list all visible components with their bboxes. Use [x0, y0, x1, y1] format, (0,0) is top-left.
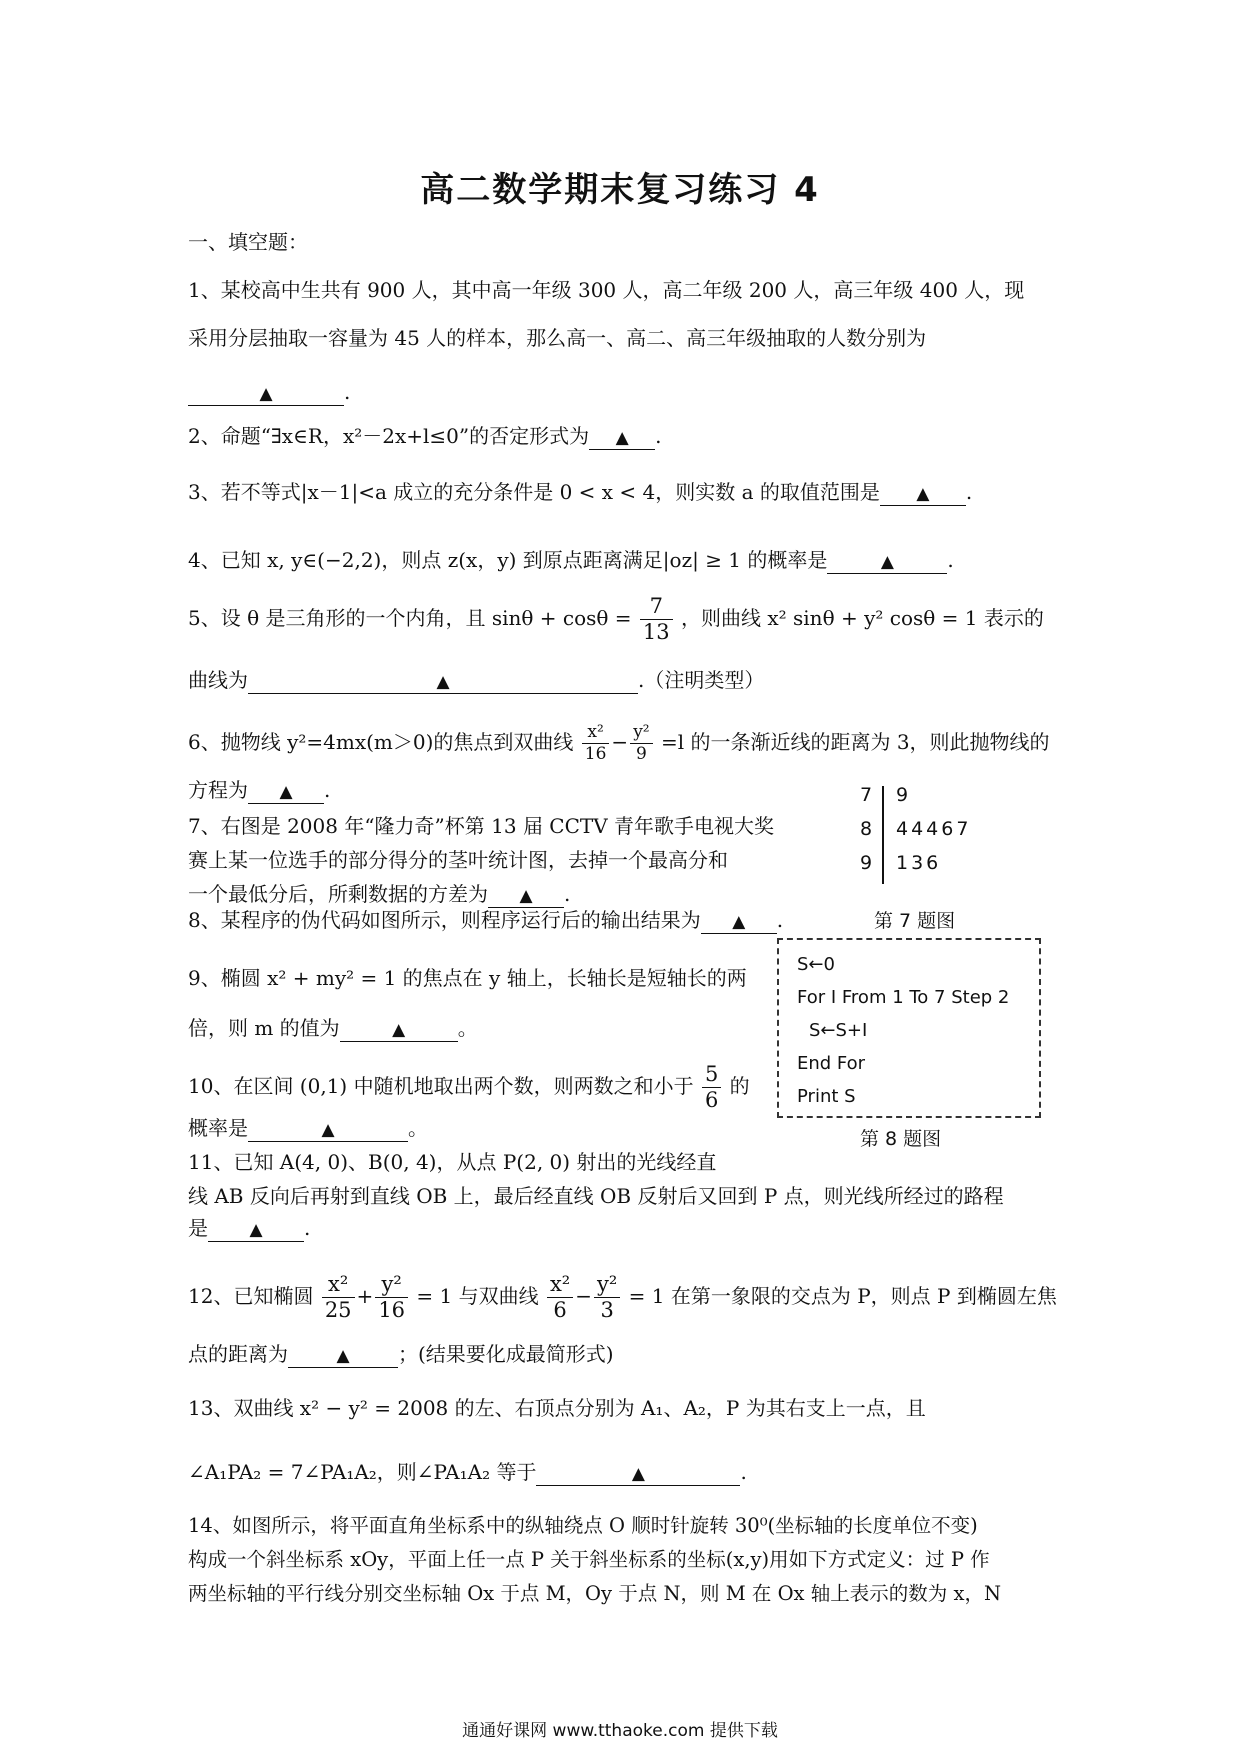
- q11-line3-pre: 是: [188, 1216, 208, 1240]
- q8-text: 8、某程序的伪代码如图所示，则程序运行后的输出结果为: [188, 908, 701, 932]
- fraction-denominator: 9: [635, 744, 647, 764]
- q12-fraction-2: [375, 1274, 408, 1321]
- stem-leaf-plot: [856, 782, 1006, 888]
- stem-divider: [882, 786, 884, 884]
- q13-line2-pre: ∠A₁PA₂ = 7∠PA₁A₂，则∠PA₁A₂ 等于: [188, 1460, 537, 1484]
- q6-minus: −: [611, 730, 629, 754]
- page-title: 高二数学期末复习练习 4: [420, 170, 820, 210]
- question-14-line-2: 构成一个斜坐标系 xOy，平面上任一点 P 关于斜坐标系的坐标(x,y)用如下方式定义：过 P 作: [188, 1548, 990, 1571]
- leaf-values: 44467: [896, 818, 972, 840]
- blank-marker: ▲: [392, 1020, 406, 1040]
- q10-fraction: [702, 1064, 721, 1111]
- q6-fraction-2: [630, 724, 652, 763]
- fraction-numerator: 5: [702, 1064, 721, 1088]
- q9-end: 。: [457, 1016, 478, 1040]
- q12-fraction-1: [322, 1274, 355, 1321]
- q9-line2-pre: 倍，则 m 的值为: [188, 1016, 340, 1040]
- pseudocode-box: [777, 938, 1041, 1118]
- question-10-line-1: [188, 1064, 750, 1111]
- question-6-line-1: [188, 724, 1050, 763]
- fraction-denominator: 16: [378, 1298, 406, 1322]
- answer-blank-2: [589, 425, 655, 450]
- answer-blank-11: [208, 1217, 304, 1242]
- q1-end: .: [344, 380, 351, 404]
- question-12-line-2: [188, 1340, 614, 1368]
- blank-marker: ▲: [880, 552, 894, 572]
- q6-text-post: =l 的一条渐近线的距离为 3，则此抛物线的: [660, 730, 1050, 754]
- blank-marker: ▲: [336, 1346, 350, 1366]
- q4-text: 4、已知 x, y∈(−2,2)，则点 z(x，y) 到原点距离满足|oz| ≥ 1 的概率是: [188, 548, 828, 572]
- blank-marker: ▲: [279, 782, 293, 802]
- q2-text: 2、命题“∃x∈R，x²－2x+l≤0”的否定形式为: [188, 424, 590, 448]
- question-9-line-1: 9、椭圆 x² + my² = 1 的焦点在 y 轴上，长轴长是短轴长的两: [188, 966, 747, 990]
- q12-minus: −: [575, 1284, 592, 1308]
- answer-blank-10: [248, 1117, 408, 1142]
- answer-blank-5: [248, 669, 638, 694]
- answer-blank-1: [188, 381, 344, 406]
- q11-end: .: [304, 1216, 311, 1240]
- q12-mid: = 1 与双曲线: [416, 1284, 539, 1308]
- blank-marker: ▲: [519, 886, 533, 906]
- question-4: [188, 546, 954, 574]
- question-14-line-1: 14、如图所示，将平面直角坐标系中的纵轴绕点 O 顺时针旋转 30⁰(坐标轴的长度单位不变): [188, 1514, 978, 1537]
- q7-line3-pre: 一个最低分后，所剩数据的方差为: [188, 882, 488, 906]
- fraction-numerator: y²: [630, 724, 652, 744]
- fraction-denominator: 3: [600, 1298, 614, 1322]
- q12-text-post: = 1 在第一象限的交点为 P，则点 P 到椭圆左焦: [628, 1284, 1057, 1308]
- leaf-values: 136: [896, 852, 942, 874]
- question-1-answer: [188, 378, 350, 406]
- question-5-line-2: [188, 666, 764, 694]
- q5-line2-post: .（注明类型）: [638, 668, 765, 692]
- question-1-line-2: 采用分层抽取一容量为 45 人的样本，那么高一、高二、高三年级抽取的人数分别为: [188, 326, 927, 350]
- fraction-numerator: y²: [375, 1274, 408, 1298]
- question-7-line-1: 7、右图是 2008 年“隆力奇”杯第 13 届 CCTV 青年歌手电视大奖: [188, 814, 775, 838]
- code-line: S←0: [797, 954, 835, 975]
- answer-blank-4: [827, 549, 947, 574]
- q10-text: 10、在区间 (0,1) 中随机地取出两个数，则两数之和小于: [188, 1074, 694, 1098]
- blank-marker: ▲: [249, 1220, 263, 1240]
- blank-marker: ▲: [732, 912, 746, 932]
- q10-end: 。: [408, 1116, 428, 1140]
- fraction-denominator: 16: [584, 744, 607, 764]
- answer-blank-7: [488, 883, 564, 908]
- blank-marker: ▲: [631, 1464, 645, 1484]
- question-7-line-2: 赛上某一位选手的部分得分的茎叶统计图，去掉一个最高分和: [188, 848, 728, 872]
- code-line: S←S+I: [809, 1020, 868, 1041]
- question-13-line-2: [188, 1458, 747, 1486]
- question-2: [188, 422, 661, 450]
- q5-text-post: ，则曲线 x² sinθ + y² cosθ = 1 表示的: [681, 606, 1044, 630]
- question-6-line-2: [188, 776, 330, 804]
- q12-line2-pre: 点的距离为: [188, 1342, 288, 1366]
- stem-value: 9: [860, 852, 873, 874]
- code-line: End For: [797, 1053, 866, 1074]
- q5-fraction: [640, 596, 673, 643]
- q6-fraction-1: [582, 724, 610, 763]
- question-1-line-1: 1、某校高中生共有 900 人，其中高一年级 300 人，高二年级 200 人，高三年级 400 人，现: [188, 278, 1025, 302]
- section-heading: 一、填空题：: [188, 230, 308, 254]
- answer-blank-8: [701, 909, 777, 934]
- blank-marker: ▲: [259, 384, 273, 404]
- answer-blank-9: [340, 1017, 458, 1042]
- fraction-numerator: x²: [322, 1274, 355, 1298]
- stem-value: 7: [860, 784, 873, 806]
- question-13-line-1: 13、双曲线 x² − y² = 2008 的左、右顶点分别为 A₁、A₂，P 为其右支上一点，且: [188, 1396, 926, 1420]
- answer-blank-6: [248, 779, 324, 804]
- question-7-line-3: [188, 880, 570, 908]
- q3-text: 3、若不等式|x－1|<a 成立的充分条件是 0 < x < 4，则实数 a 的取值范围是: [188, 480, 880, 504]
- fraction-denominator: 13: [642, 620, 670, 644]
- fraction-numerator: 7: [640, 596, 673, 620]
- q6-line2-pre: 方程为: [188, 778, 248, 802]
- question-5-line-1: [188, 596, 1044, 643]
- q12-fraction-4: [594, 1274, 620, 1321]
- fraction-denominator: 6: [553, 1298, 567, 1322]
- q12-text: 12、已知椭圆: [188, 1284, 314, 1308]
- question-12-line-1: [188, 1274, 1057, 1321]
- blank-marker: ▲: [615, 428, 629, 448]
- q3-end: .: [965, 480, 973, 504]
- fraction-denominator: 25: [324, 1298, 352, 1322]
- question-10-line-2: [188, 1114, 428, 1142]
- fraction-denominator: 6: [704, 1088, 719, 1112]
- question-11-line-1: 11、已知 A(4, 0)、B(0, 4)，从点 P(2, 0) 射出的光线经直: [188, 1150, 717, 1174]
- q12-plus: +: [356, 1284, 374, 1308]
- question-14-line-3: 两坐标轴的平行线分别交坐标轴 Ox 于点 M，Oy 于点 N，则 M 在 Ox 轴上表示的数为 x，N: [188, 1582, 1002, 1605]
- fraction-numerator: y²: [594, 1274, 620, 1298]
- figure-8-caption: 第 8 题图: [860, 1128, 942, 1150]
- leaf-values: 9: [896, 784, 912, 806]
- q10-text-post: 的: [729, 1074, 750, 1098]
- q12-fraction-3: [547, 1274, 573, 1321]
- q5-line2-pre: 曲线为: [188, 668, 248, 692]
- q12-line2-post: ；(结果要化成最简形式): [398, 1342, 614, 1366]
- q5-text: 5、设 θ 是三角形的一个内角，且 sinθ + cosθ =: [188, 606, 632, 630]
- blank-marker: ▲: [436, 672, 450, 692]
- question-11-line-2: 线 AB 反向后再射到直线 OB 上，最后经直线 OB 反射后又回到 P 点，则光线所经过的路程: [188, 1184, 1004, 1208]
- q6-text: 6、抛物线 y²=4mx(m＞0)的焦点到双曲线: [188, 730, 574, 754]
- q2-end: .: [655, 424, 662, 448]
- fraction-numerator: x²: [547, 1274, 573, 1298]
- page-footer: 通通好课网 www.tthaoke.com 提供下载: [462, 1721, 778, 1741]
- blank-marker: ▲: [916, 484, 930, 504]
- question-11-line-3: [188, 1214, 310, 1242]
- answer-blank-3: [880, 481, 966, 506]
- q7-end: .: [564, 882, 571, 906]
- code-line: Print S: [797, 1086, 856, 1107]
- q13-end: .: [740, 1460, 747, 1484]
- code-line: For I From 1 To 7 Step 2: [797, 987, 1010, 1008]
- q4-end: .: [947, 548, 954, 572]
- q10-line2-pre: 概率是: [188, 1116, 248, 1140]
- question-8: [188, 906, 783, 934]
- question-9-line-2: [188, 1014, 478, 1042]
- fraction-numerator: x²: [582, 724, 610, 744]
- question-3: [188, 478, 972, 506]
- stem-value: 8: [860, 818, 873, 840]
- answer-blank-12: [288, 1343, 398, 1368]
- figure-7-caption: 第 7 题图: [874, 910, 956, 932]
- q6-end: .: [324, 778, 331, 802]
- q8-end: .: [776, 908, 784, 932]
- blank-marker: ▲: [321, 1120, 335, 1140]
- answer-blank-13: [536, 1461, 740, 1486]
